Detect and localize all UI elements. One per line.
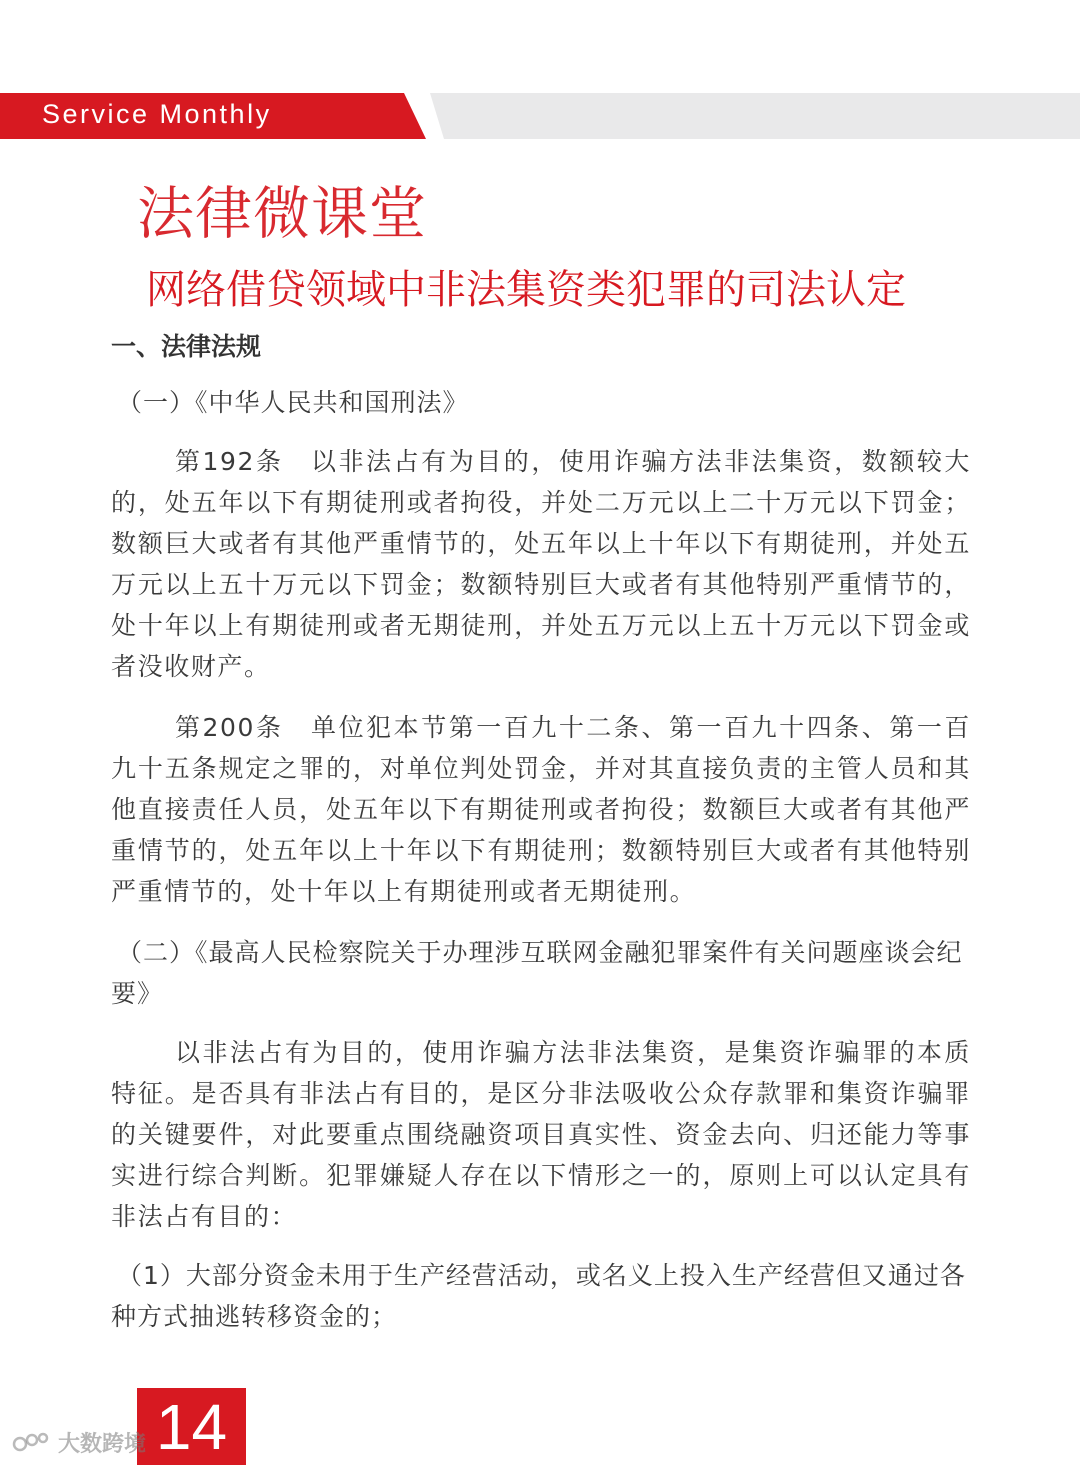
header-band-grey <box>430 93 1080 139</box>
band-label: Service Monthly <box>42 99 272 129</box>
article-subtitle: 网络借贷领域中非法集资类犯罪的司法认定 <box>146 267 906 313</box>
law1-title: （一）《中华人民共和国刑法》 <box>117 388 469 417</box>
page-number-box <box>137 1388 246 1465</box>
article-192: 第192条 以非法占有为目的，使用诈骗方法非法集资，数额较大的，处五年以下有期徒刑或者拘役，并处二万元以上二十万元以下罚金；数额巨大或者有其他严重情节的，处五年以上十年以下有期徒刑，并处五万元以上五十万元以下罚金；数额特别巨大或者有其他特别严重情节的，处十年以上有期徒刑或者无期徒刑，并处五万元以上五十万元以下罚金或者没收财产。 <box>111 447 971 681</box>
law2-paragraph: 以非法占有为目的，使用诈骗方法非法集资，是集资诈骗罪的本质特征。是否具有非法占有目的，是区分非法吸收公众存款罪和集资诈骗罪的关键要件，对此要重点围绕融资项目真实性、资金去向、归还能力等事实进行综合判断。犯罪嫌疑人存在以下情形之一的，原则上可以认定具有非法占有目的： <box>111 1038 971 1231</box>
watermark-text: 大数跨境 <box>58 1431 147 1457</box>
header-band <box>0 93 1080 139</box>
watermark <box>12 1428 146 1456</box>
section-heading: 一、法律法规 <box>111 332 262 361</box>
page-number: 14 <box>155 1391 228 1463</box>
page-title: 法律微课堂 <box>137 181 427 247</box>
article-200: 第200条 单位犯本节第一百九十二条、第一百九十四条、第一百九十五条规定之罪的，对单位判处罚金，并对其直接负责的主管人员和其他直接责任人员，处五年以下有期徒刑或者拘役；数额巨大或者有其他严重情节的，处五年以上十年以下有期徒刑；数额特别巨大或者有其他特别严重情节的，处十年以上有期徒刑或者无期徒刑。 <box>111 713 971 906</box>
article-body <box>111 326 971 1337</box>
watermark-logo-icon <box>12 1429 52 1455</box>
list-item-1: （1）大部分资金未用于生产经营活动，或名义上投入生产经营但又通过各种方式抽逃转移资金的； <box>111 1261 966 1331</box>
law2-title: （二）《最高人民检察院关于办理涉互联网金融犯罪案件有关问题座谈会纪要》 <box>111 938 963 1008</box>
